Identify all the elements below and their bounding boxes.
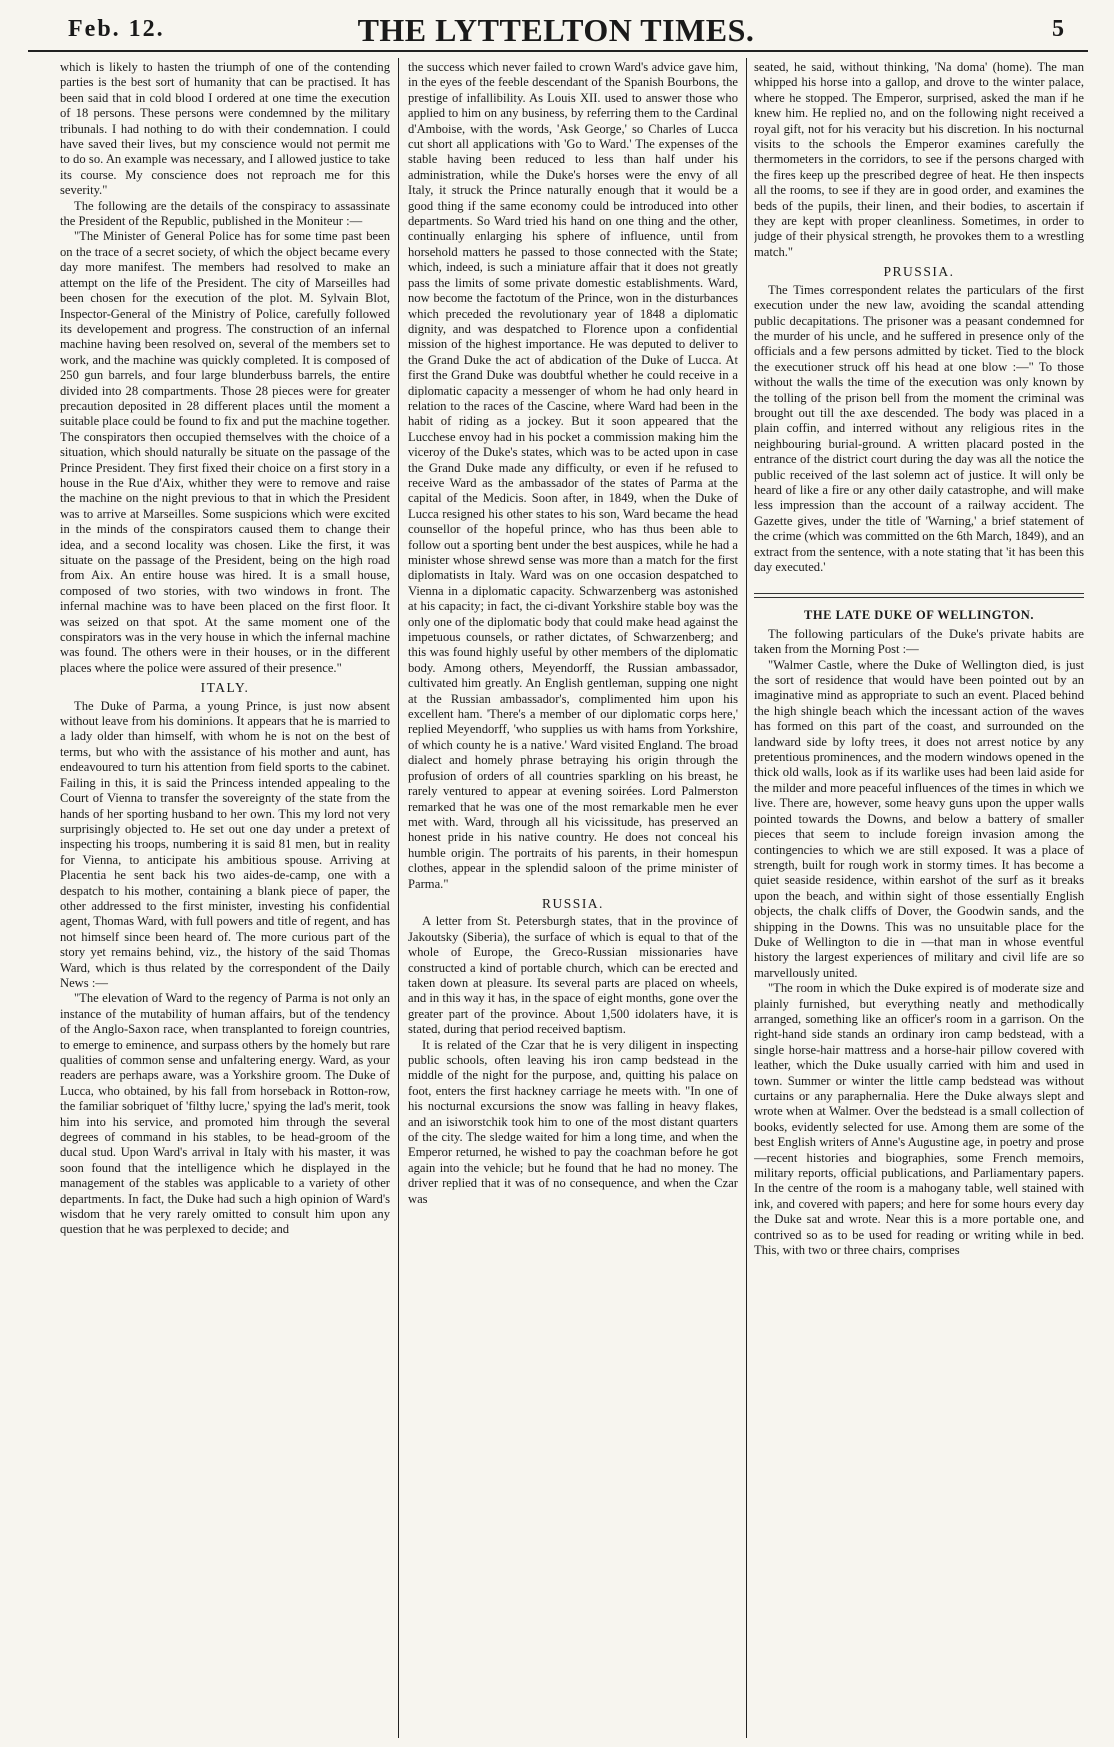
ward-continued-paragraph: the success which never failed to crown Ward's advice gave him, in the eyes of the feeble descendant of the Spanish Bourbons, the prestige of infallibility. As Louis XII. used to answer those who applied to him on any business, by referring them to the Cardinal d'Amboise, with the words, 'Ask George,' so Charles of Lucca cut short all applications with 'Go to Ward.' The expenses of the stable having been reduced to less than half under his administration, while the Duke's horses were the envy of all Italy, it struck the Prince naturally enough that it would be a good thing if the same economy could be introduced into other departments. So Ward tried his hand on one thing and the other, continually enlarging his sphere of influence, until from horsehold matters he passed to those connected with the State; which, indeed, is such a miniature affair that it does not greatly pass the limits of some private domestic establishments. Ward, now become the factotum of the Prince, won in the disturbances which preceded the revolutionary year of 1848 a diplomatic dignity, and was despatched to Florence upon a confidential mission of the highest importance. He was deputed to deliver to the Grand Duke the act of abdication of the Duke of Lucca. At first the Grand Duke was doubtful whether he could receive in a diplomatic capacity a messenger of whom he had only heard in relation to the races of the Cascine, where Ward had been in the habit of riding as a jockey. But it soon appeared that the Lucchese envoy had in his pocket a commission making him the viceroy of the Duke's states, which was to be acted upon in case the Grand Duke made any difficulty, or even if he refused to receive Ward as the ambassador of the states of Parma at the capital of the Medicis. Soon after, in 1849, when the Duke of Lucca resigned his other states to his son, Ward became the head counsellor of the hopeful prince, who has thus been able to follow out a sporting bent under the best auspices, while he had a minister whose shrewd sense was more than a match for the first diplomatists in Italy. Ward was on one occasion despatched to Vienna in a diplomatic capacity. Schwarzenberg was astonished at his capacity; in fact, the ci-divant Yorkshire stable boy was the only one of the diplomatic body that could make head against the impetuous counsels, or rather dictates, of Schwarzenberg; and this was found highly useful by other members of the diplomatic body. Among others, Meyendorff, the Russian ambassador, cultivated him greatly. An English gentleman, supping one night at the Russian ambassador's, complimented him upon his excellent ham. 'There's a member of our diplomatic corps here,' replied Meyendorff, 'who supplies us with hams from Yorkshire, of which county he is a native.' Ward visited England. The broad dialect and homely phrase betraying his origin through the profusion of orders of all countries sparkling on his breast, he rarely ventured to appear at evening soirées. Lord Palmerston remarked that he was one of the most remarkable men he ever met with. Ward, through all his vicissitude, has preserved an honest pride in his native country. He does not conceal his humble origin. The portraits of his parents, in their homespun clothes, appear in the splendid saloon of the prime minister of Parma."	[408, 60, 738, 891]
column-3	[754, 60, 1084, 1735]
walmer-castle-paragraph: "Walmer Castle, where the Duke of Wellington died, is just the sort of residence that would have been pointed out by an imaginative mind as appropriate to such an event. Placed behind the high shingle beach which the incessant action of the waves has formed on this part of the coast, and surrounded on the landward side by lofty trees, it does not arrest notice by any pretentious prominences, and the modern windows opened in the thick old walls, look as if its warlike uses had been laid aside for the milder and more peaceful influences of the times in which we live. There are, however, some heavy guns upon the upper walls pointed towards the Downs, and below a battery of smaller pieces that seem to include foreign invasion among the contingencies to which we are still exposed. It was a place of strength, built for rough work in stormy times. It has become a quiet seaside residence, within earshot of the surf as it breaks upon the beach, and within sight of those essentially English objects, the chalk cliffs of Dover, the Goodwin sands, and the shipping in the Downs. This was no unsuitable place for the Duke of Wellington to die in —that man in whose eventful history the largest experiences of military and civil life are so marvellously united.	[754, 657, 1084, 980]
newspaper-title: THE LYTTELTON TIMES.	[357, 12, 755, 48]
column-divider-2	[746, 58, 747, 1738]
section-separator	[754, 593, 1084, 598]
conspiracy-report: "The Minister of General Police has for some time past been on the trace of a secret society, of which the object became every day more manifest. The members had resolved to make an attempt on the life of the President. The city of Marseilles had been chosen for the execution of the plot. M. Sylvain Blot, Inspector-General of the Ministry of Police, carefully followed its developement and progress. The construction of an infernal machine having been resolved on, several of the members set to work, and the machine was quickly completed. It is composed of 250 gun barrels, and four large blunderbuss barrels, the entire divided into 28 compartments. Those 28 pieces were for greater precaution deposited in 28 different places until the moment a suitable place could be found to fix and put the machine together. The conspirators then occupied themselves with the choice of a situation, which should naturally be situate on the passage of the Prince President. They first fixed their choice on a first story in a house in the Rue d'Aix, whither they were to remove and raise the machine on the night previous to that in which the President was to arrive at Marseilles. Some suspicions which were excited in the minds of the conspirators caused them to change their idea, and a second locality was chosen. Like the first, it was situate on the passage of the President, being on the high road from Aix. An entire house was hired. It is a small house, composed of two stories, with two windows in front. The infernal machine was to have been placed on the first floor. It was seized on that spot. At the same moment one of the conspirators was in the very house in which the infernal machine was found. The others were in their houses, or in the different places where the police were assured of their presence."	[60, 229, 390, 675]
issue-date: Feb. 12.	[68, 16, 165, 42]
header-rule	[28, 50, 1088, 52]
execution-paragraph: The Times correspondent relates the particulars of the first execution under the new law, avoiding the scandal attending public decapitations. The prisoner was a peasant condemned for the murder of his uncle, and he suffered in presence only of the officials and a few persons admitted by ticket. Tied to the block the executioner struck off his head at one blow :—" To those without the walls the time of the execution was only known by the tolling of the prison bell from the moment the criminal was brought out till the axe descended. The body was placed in a plain coffin, and interred without any religious rites in the neighbouring burial-ground. A written placard posted in the entrance of the district court during the day was all the notice the public received of the last solemn act of justice. It will only be heard of like a fire or any other daily catastrophe, and will make less impression than the account of a railway accident. The Gazette gives, under the title of 'Warning,' a brief statement of the crime (which was committed on the 6th March, 1849), and an extract from the sentence, with a note stating that 'it has been this day executed.'	[754, 282, 1084, 574]
column-1	[60, 60, 390, 1735]
section-heading-russia: RUSSIA.	[542, 895, 604, 911]
column-divider-1	[398, 58, 399, 1738]
duke-of-parma-paragraph: The Duke of Parma, a young Prince, is just now absent without leave from his dominions. It appears that he is married to a lady older than himself, with whom he is not on the best of terms, but who with the assistance of his mother and aunt, has endeavoured to turn his attention from field sports to the cabinet. Failing in this, it is said the Princess intended appealing to the Court of Vienna to transfer the sovereignty of the state from the hands of her sporting husband to her own. This my lord not very surprisingly objected to. He set out one day under a pretext of inspecting his troops, numbering it is said 81 men, but in reality for Vienna, to anticipate his ambitious spouse. Arriving at Placentia he sent back his two aides-de-camp, one with a despatch to his mother, containing a blank piece of paper, the other addressed to the first minister, investing his confidential agent, Thomas Ward, with full powers and title of regent, and has not himself since been heard of. The more curious part of the story yet remains behind, viz., the history of the said Thomas Ward, which is thus related by the correspondent of the Daily News :—	[60, 698, 390, 990]
page-number: 5	[1052, 16, 1064, 42]
duke-room-paragraph: "The room in which the Duke expired is of moderate size and plainly furnished, but everything neatly and methodically arranged, something like an officer's room in a garrison. On the right-hand side stands an ordinary iron camp bedstead, with a single horse-hair mattress and a horse-hair pillow covered with leather, which the Duke usually carried with him and used in town. Summer or winter the little camp bedstead was without curtains or any paraphernalia. Here the Duke always slept and wrote when at Walmer. Over the bedstead is a small collection of books, evidently selected for use. Among them are some of the best English writers of Anne's Augustine age, in poetry and prose—recent histories and biographies, some French memoirs, military reports, official publications, and Parliamentary papers. In the centre of the room is a mahogany table, well stained with ink, and covered with papers; and here for some hours every day the Duke sat and wrote. Near this is a more portable one, and contrived so as to be used for reading or writing while in bed. This, with two or three chairs, comprises	[754, 981, 1084, 1258]
masthead	[28, 10, 1084, 48]
wellington-intro: The following particulars of the Duke's private habits are taken from the Morning Post :—	[754, 626, 1084, 657]
section-heading-prussia: PRUSSIA.	[883, 264, 955, 280]
thomas-ward-paragraph: "The elevation of Ward to the regency of Parma is not only an instance of the mutability of human affairs, but of the tendency of the Anglo-Saxon race, when transplanted to foreign countries, to emerge to eminence, and surpass others by the homely but rare qualities of common sense and unfaltering energy. Ward, as your readers are perhaps aware, was a Yorkshire groom. The Duke of Lucca, who obtained, by his fall from horseback in Rotton-row, the familiar sobriquet of 'filthy lucre,' spying the lad's merit, took him into his service, and promoted him through the several degrees of command in his stables, to be head-groom of the ducal stud. Upon Ward's arrival in Italy with his master, it was soon found that the intelligence which he displayed in the management of the stables was applicable to a variety of other departments. In fact, the Duke had such a high opinion of Ward's wisdom that he very rarely omitted to consult him upon any question that he was perplexed to decide; and	[60, 991, 390, 1237]
czar-paragraph: It is related of the Czar that he is very diligent in inspecting public schools, often leaving his iron camp bedstead in the middle of the night for the purpose, and, quitting his palace on foot, enters the first hackney carriage he meets with. "In one of his nocturnal excursions the snow was falling in heavy flakes, and an isiworstchik took him to one of the most distant quarters of the city. The sledge waited for him a long time, and when the Emperor returned, he wished to pay the coachman before he got again into the vehicle; but he found that he had no money. The driver replied that it was of no consequence, and when the Czar was	[408, 1037, 738, 1206]
section-heading-wellington: THE LATE DUKE OF WELLINGTON.	[804, 608, 1034, 623]
czar-continued-paragraph: seated, he said, without thinking, 'Na doma' (home). The man whipped his horse into a gallop, and drove to the winter palace, where he stopped. The Emperor, surprised, asked the man if he knew him. He replied no, and on the following night received a royal gift, not for his veracity but his discretion. In his nocturnal visits to the schools the Emperor examines carefully the thermometers in the corridors, to see if the persons charged with the fires keep up the prescribed degree of heat. He then inspects all the rooms, to see if they are in good order, and examines the beds of the pupils, their linen, and their bodies, to ascertain if they are kept with proper cleanliness. Sometimes, in order to judge of their physical strength, he provokes them to a wrestling match."	[754, 60, 1084, 259]
conspiracy-intro: The following are the details of the conspiracy to assassinate the President of the Republic, published in the Moniteur :—	[60, 198, 390, 229]
section-heading-italy: ITALY.	[200, 680, 250, 696]
portable-church-paragraph: A letter from St. Petersburgh states, that in the province of Jakoutsky (Siberia), the surface of which is equal to that of the whole of Europe, the Greco-Russian missionaries have constructed a kind of portable church, which can be erected and taken down at pleasure. Its several parts are placed on wheels, and in this way it has, in the space of eight months, gone over the greater part of the province. About 1,500 idolaters have, it is stated, during that period received baptism.	[408, 914, 738, 1037]
column-1-paragraph: which is likely to hasten the triumph of one of the contending parties is the best sort of humanity that can be practised. It has been said that in cold blood I ordered at one time the execution of 18 persons. These persons were condemned by the military tribunals. I had nothing to do with their condemnation. I could have saved their lives, but my conscience would not permit me to do so. An example was necessary, and I allowed justice to take its course. My conscience does not reproach me for this severity."	[60, 60, 390, 198]
column-2	[408, 60, 738, 1735]
